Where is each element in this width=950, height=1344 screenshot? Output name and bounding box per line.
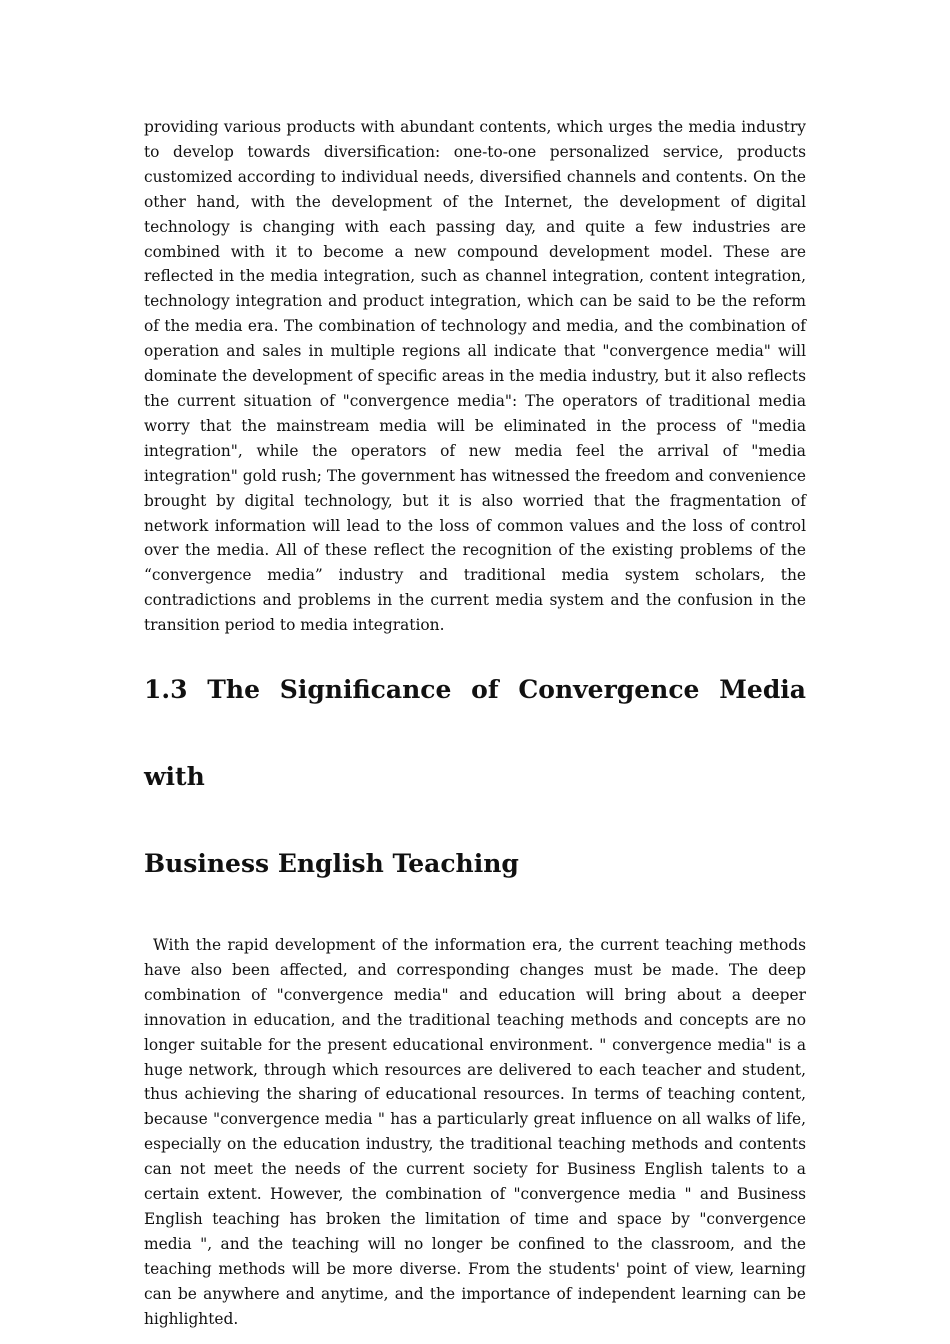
section-heading-line-1: 1.3 The Significance of Convergence Media with (144, 675, 806, 792)
body-paragraph-business-english-teaching: With the rapid development of the information era, the current teaching methods have also been affected, and corresponding changes must be made. The deep combination of "convergence media" and education will bring about a deeper innovation in education, and the traditional teaching methods and concepts are no longer suitable for the present educational environment. " convergence media" is a huge network, through which resources are delivered to each teacher and student, thus achieving the sharing of educational resources. In terms of teaching content, because "convergence media " has a particularly great influence on all walks of life, especially on the education industry, the traditional teaching methods and contents can not meet the needs of the current society for Business English talents to a certain extent. However, the combination of "convergence media " and Business English teaching has broken the limitation of time and space by "convergence media ", and the teaching will no longer be confined to the classroom, and the teaching methods will be more diverse. From the students' point of view, learning can be anywhere and anytime, and the importance of independent learning can be highlighted. (144, 936, 806, 1328)
body-paragraph-media-integration: providing various products with abundant contents, which urges the media industry to develop towards diversification: one-to-one personalized service, products customized according to individual needs, diversified channels and contents. On the other hand, with the development of the Internet, the development of digital technology is changing with each passing day, and quite a few industries are combined with it to become a new compound development model. These are reflected in the media integration, such as channel integration, content integration, technology integration and product integration, which can be said to be the reform of the media era. The combination of technology and media, and the combination of operation and sales in multiple regions all indicate that "convergence media" will dominate the development of specific areas in the media industry, but it also reflects the current situation of "convergence media": The operators of traditional media worry that the mainstream media will be eliminated in the process of "media integration", while the operators of new media feel the arrival of "media integration" gold rush; The government has witnessed the freedom and convenience brought by digital technology, but it is also worried that the fragmentation of network information will lead to the loss of common values and the loss of control over the media. All of these reflect the recognition of the existing problems of the “convergence media” industry and traditional media system scholars, the contradictions and problems in the current media system and the confusion in the transition period to media integration. (144, 118, 806, 635)
document-page (144, 115, 806, 1332)
section-heading (144, 646, 806, 907)
section-heading-line-2: Business English Teaching (144, 849, 519, 879)
